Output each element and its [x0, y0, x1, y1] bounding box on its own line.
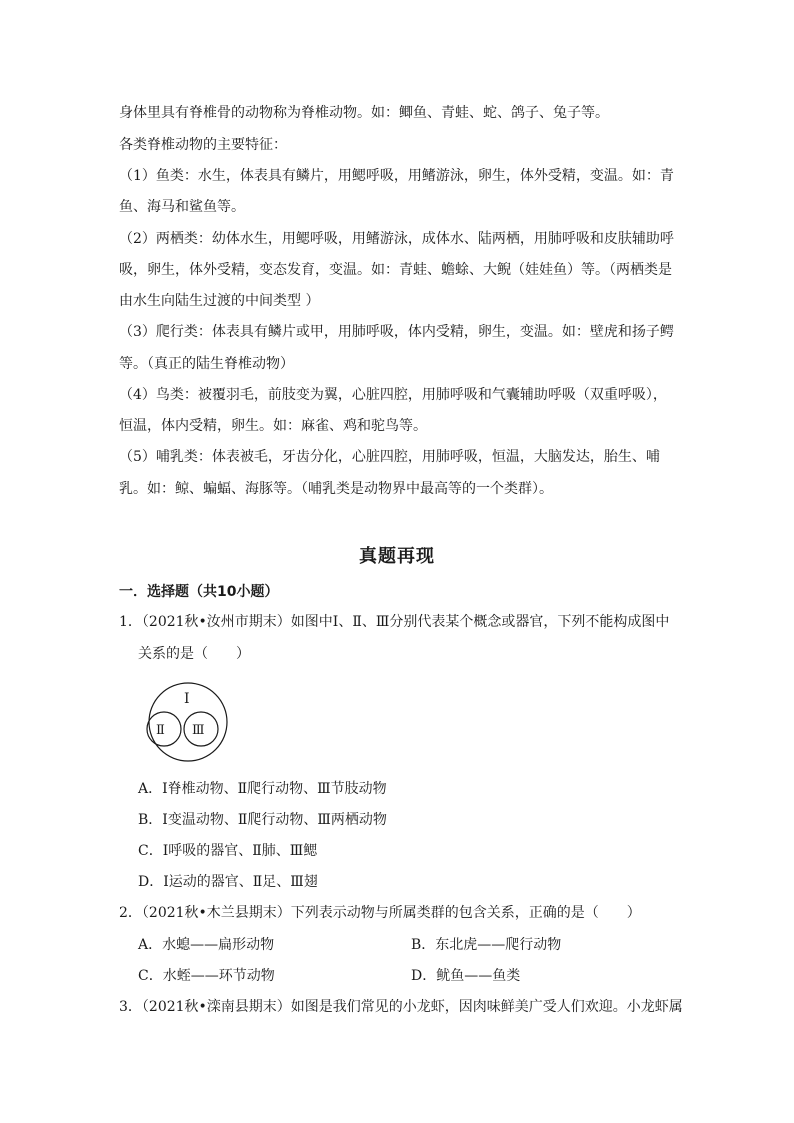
reptile-line-2: 等。（真正的陆生脊椎动物）: [119, 356, 294, 372]
amphibian-line-2: 吸，卵生，体外受精，变态发育，变温。如：青蛙、蟾蜍、大鲵（娃娃鱼）等。（两栖类是: [119, 262, 672, 278]
page-title: 真题再现: [359, 546, 435, 567]
intro-line-2: 各类脊椎动物的主要特征：: [119, 137, 287, 153]
question-1-line-1: 1．（2021秋•汝州市期末）如图中Ⅰ、Ⅱ、Ⅲ分别代表某个概念或器官，下列不能构成图中: [119, 614, 670, 630]
bird-line-2: 恒温，体内受精，卵生。如：麻雀、鸡和驼鸟等。: [119, 418, 427, 434]
question-3-line-1: 3．（2021秋•滦南县期末）如图是我们常见的小龙虾，因肉味鲜美广受人们欢迎。小龙虾属: [119, 999, 683, 1015]
question-2-option-a[interactable]: A．水螅——扁形动物: [138, 937, 275, 953]
mammal-line-1: （5）哺乳类：体表被毛，牙齿分化，心脏四腔，用肺呼吸，恒温，大脑发达，胎生、哺: [119, 449, 660, 465]
reptile-line-1: （3）爬行类：体表具有鳞片或甲，用肺呼吸，体内受精，卵生，变温。如：壁虎和扬子鳄: [119, 324, 674, 340]
bird-line-1: （4）鸟类：被覆羽毛，前肢变为翼，心脏四腔，用肺呼吸和气囊辅助呼吸（双重呼吸），: [119, 387, 667, 403]
amphibian-line-3: 由水生向陆生过渡的中间类型 ）: [119, 293, 320, 309]
question-1-line-2: 关系的是（ ）: [138, 646, 250, 662]
mammal-line-2: 乳。如：鲸、蝙蝠、海豚等。（哺乳类是动物界中最高等的一个类群）。: [119, 481, 553, 497]
question-1-option-d[interactable]: D．Ⅰ运动的器官、Ⅱ足、Ⅲ翅: [138, 874, 318, 890]
right-label: Ⅲ: [192, 723, 205, 738]
amphibian-line-1: （2）两栖类：幼体水生，用鳃呼吸，用鳍游泳，成体水、陆两栖，用肺呼吸和皮肤辅助呼: [119, 231, 674, 247]
question-1-option-a[interactable]: A．Ⅰ脊椎动物、Ⅱ爬行动物、Ⅲ节肢动物: [138, 781, 387, 797]
question-2-option-b[interactable]: B．东北虎——爬行动物: [411, 937, 562, 953]
left-label: Ⅱ: [156, 723, 165, 738]
section-heading: 一．选择题（共10小题）: [119, 584, 279, 600]
question-2-option-d[interactable]: D．鱿鱼——鱼类: [411, 968, 521, 984]
venn-diagram: [138, 680, 238, 764]
question-1-option-c[interactable]: C．Ⅰ呼吸的器官、Ⅱ肺、Ⅲ鳃: [138, 843, 318, 859]
intro-line-1: 身体里具有脊椎骨的动物称为脊椎动物。如：鲫鱼、青蛙、蛇、鸽子、兔子等。: [119, 105, 609, 121]
question-1-option-b[interactable]: B．Ⅰ变温动物、Ⅱ爬行动物、Ⅲ两栖动物: [138, 812, 387, 828]
outer-label: Ⅰ: [184, 691, 190, 707]
question-2-line-1: 2．（2021秋•木兰县期末）下列表示动物与所属类群的包含关系，正确的是（ ）: [119, 905, 641, 921]
fish-line-1: （1）鱼类：水生，体表具有鳞片，用鳃呼吸，用鳍游泳，卵生，体外受精，变温。如：青: [119, 168, 674, 184]
fish-line-2: 鱼、海马和鲨鱼等。: [119, 199, 245, 215]
question-2-option-c[interactable]: C．水蛭——环节动物: [138, 968, 275, 984]
